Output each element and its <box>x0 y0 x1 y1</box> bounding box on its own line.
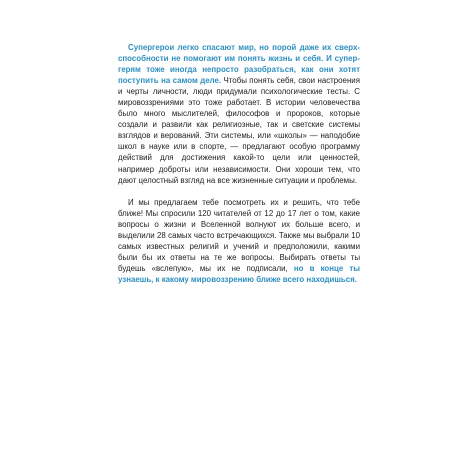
intro-body-text: Чтобы понять себя, свои настроения и черты личности, люди придумали психологические тесты. С мировоззрениями это тоже работает. В истории человечества было много мыслителей, философов и пророков, которые создали и развили как религиозные, так и светские системы взглядов и верований. Эти системы, или «школы» — наподобие школ в науке или в спорте, — предлагают особую программу действий для достижения какой-то цели или ценностей, например доброты или независимости. Они хороши тем, что дают целостный взгляд на все жизненные ситуации и проблемы. <box>118 76 360 185</box>
highlighted-intro-text: Супергерои легко спасают мир, но порой даже их сверхспособности не помогают им понять жизнь и себя. И супергерям тоже иногда непросто разобраться, как они хотят поступить на самом деле. <box>118 43 360 86</box>
paragraph-intro <box>118 42 360 186</box>
body-text <box>118 42 360 285</box>
invitation-body-text: И мы предлагаем тебе посмотреть их и решить, что тебе ближе! Мы спросили 120 читателей от 12 до 17 лет о том, какие вопросы о жизни и Вселенной волнуют их больше всего, и выделили 28 самых часто встречающихся. Также мы выбрали 10 самых известных религий и учений и предположили, какими были бы их ответы на те же вопросы. Выбирать ответы ты будешь «вслепую», мы их не подписали, <box>118 197 360 273</box>
paragraph-invitation <box>118 197 360 285</box>
highlighted-closing-text: но в конце ты узнаешь, к какому мировоззрению ближе всего находишься. <box>118 263 360 284</box>
